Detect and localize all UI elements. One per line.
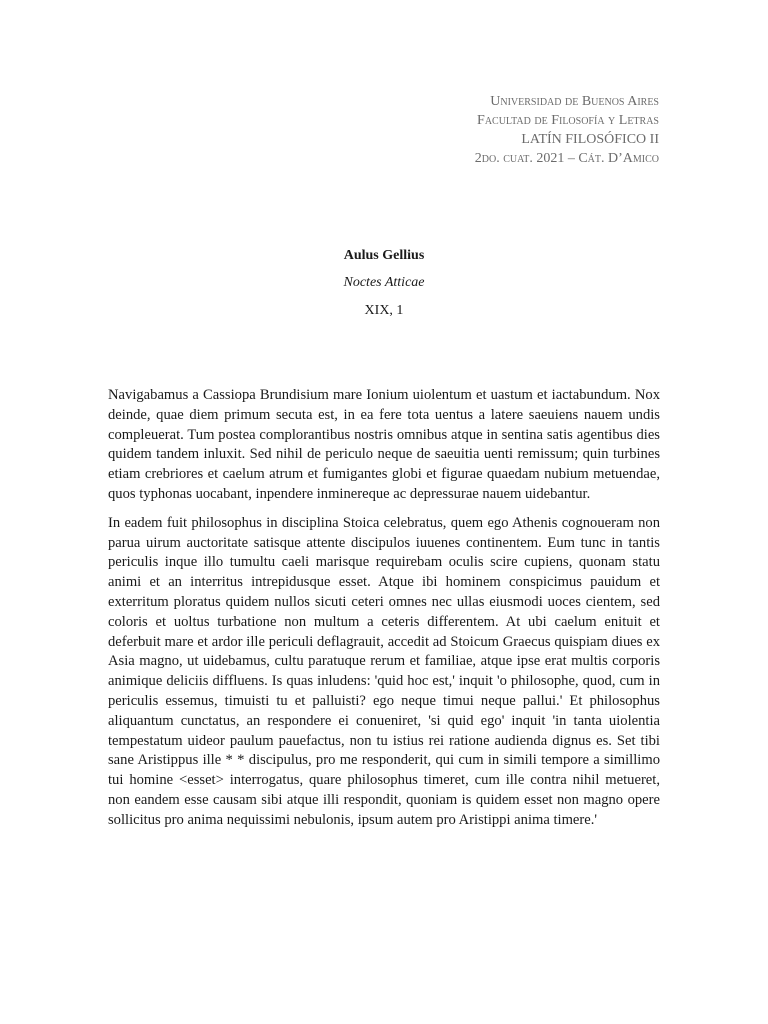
term-and-chair: 2do. cuat. 2021 – Cát. D’Amico (474, 151, 659, 166)
paragraph: Navigabamus a Cassiopa Brundisium mare Ionium uiolentum et uastum et iactabundum. Nox deinde, quae diem primum secuta est, in ea fere tota uentus a latere saeuiens nauem undis compleuerat. Tum postea complorantibus nostris omnibus atque in sentina satis agentibus dies quidem tandem inluxit. Sed nihil de periculo neque de saeuitia uenti remissum; quin turbines etiam crebriores et caelum atrum et fumigantes globi et figurae quaedam nubium metuendae, quos typhonas uocabant, inpendere inminereque ac depressurae nauem uidebantur. (108, 387, 660, 502)
work-title: Noctes Atticae (343, 275, 425, 290)
document-header (475, 92, 659, 168)
faculty-name: Facultad de Filosofía y Letras (477, 113, 659, 128)
author-name: Aulus Gellius (343, 248, 425, 263)
paragraph: In eadem fuit philosophus in disciplina Stoica celebratus, quem ego Athenis cognoueram non parua uirum auctoritate satisque attente discipulos iuuenes continentem. Eum tunc in tantis periculis inque illo tumultu caeli marisque requirebam oculis scire cupiens, quonam statu animi et an interritus intrepidusque esset. Atque ibi hominem conspicimus pauidum et exterritum ploratus quidem nullos sicuti ceteri omnes nec ullas eiusmodi uoces cientem, sed coloris et uoltus turbatione non multum a ceteris differentem. At ubi caelum enituit et deferbuit mare et ardor ille periculi deflagrauit, accedit ad Stoicum Graecus quispiam diues ex Asia magno, ut uidebamus, cultu paratuque rerum et familiae, atque ipse erat multis corporis animique deliciis diffluens. Is quas inludens: 'quid hoc est,' inquit 'o philosophe, quod, cum in periculis essemus, timuisti tu et palluisti? ego neque timui neque pallui.' Et philosophus aliquantum cunctatus, an respondere ei conueniret, 'si quid ego' inquit 'in tanta uiolentia tempestatum uideor paulum pauefactus, non tu istius rei ratione audienda dignus es. Set tibi sane Aristippus ille * * discipulus, pro me responderit, qui cum in simili tempore a simillimo tui homine <esset> interrogatus, quare philosophus timeret, cum ille contra nihil metueret, non eandem esse causam sibi atque illi respondit, quoniam is quidem esset non magno opere sollicitus pro anima nequissimi nebulonis, ipsum autem pro Aristippi anima timere.' (108, 514, 660, 828)
title-block (0, 246, 768, 321)
latin-text (108, 386, 660, 840)
university-name: Universidad de Buenos Aires (490, 94, 659, 109)
course-name: LATÍN FILOSÓFICO II (521, 132, 659, 147)
passage-reference: XIX, 1 (364, 303, 404, 318)
